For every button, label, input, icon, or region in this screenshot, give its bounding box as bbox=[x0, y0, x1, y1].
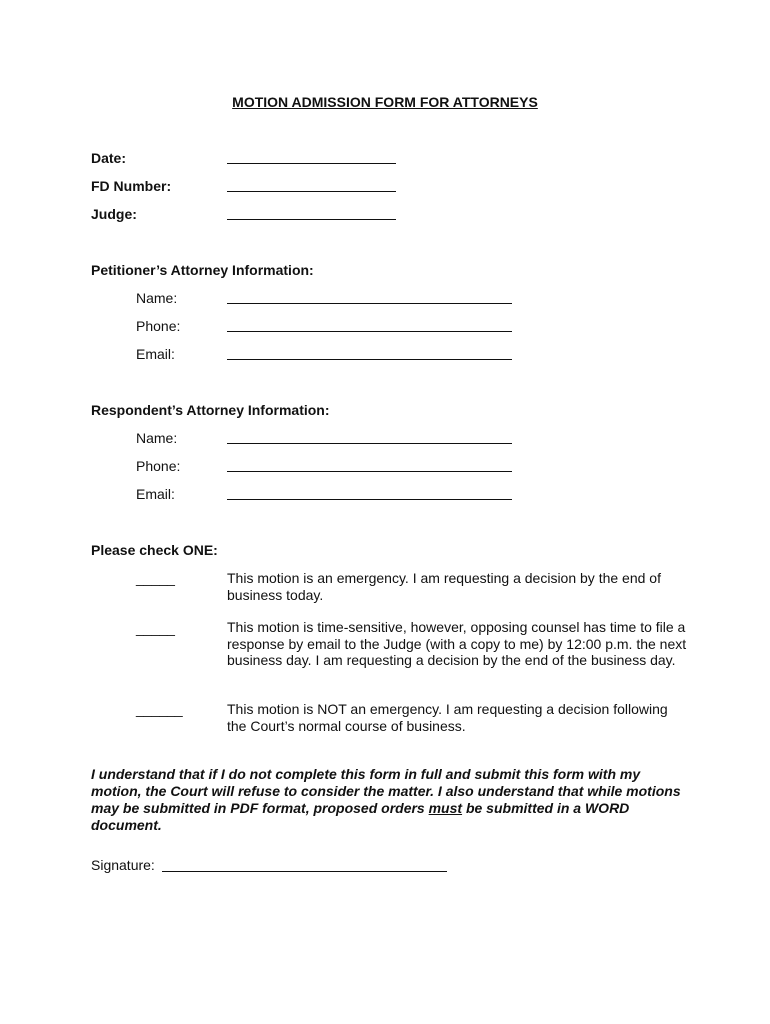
respondent-email-label: Email: bbox=[136, 486, 175, 502]
notice-part1: I understand that if I do not complete this form in full and submit this form with my motion, the Court will refuse to consider the matter. I also understand that while motions may be submitted in PDF format, proposed orders bbox=[91, 766, 681, 816]
option-time-sensitive-checkbox[interactable]: _____ bbox=[136, 620, 175, 636]
option-emergency-text: This motion is an emergency. I am requesting a decision by the end of business today. bbox=[227, 570, 661, 603]
petitioner-name-label: Name: bbox=[136, 290, 178, 306]
petitioner-phone-field[interactable] bbox=[227, 331, 512, 332]
petitioner-name-field[interactable] bbox=[227, 303, 512, 304]
check-one-heading: Please check ONE: bbox=[91, 542, 218, 558]
petitioner-email-field[interactable] bbox=[227, 359, 512, 360]
fd-number-field[interactable] bbox=[227, 191, 396, 192]
signature-field[interactable] bbox=[162, 871, 447, 872]
form-title: MOTION ADMISSION FORM FOR ATTORNEYS bbox=[232, 94, 538, 110]
option-emergency-checkbox[interactable]: _____ bbox=[136, 570, 175, 586]
date-field[interactable] bbox=[227, 163, 396, 164]
respondent-heading: Respondent’s Attorney Information: bbox=[91, 402, 330, 418]
petitioner-phone-label: Phone: bbox=[136, 318, 181, 334]
judge-field[interactable] bbox=[227, 219, 396, 220]
notice-paragraph bbox=[91, 766, 691, 834]
respondent-phone-field[interactable] bbox=[227, 471, 512, 472]
notice-part2: be submitted in a WORD document. bbox=[91, 800, 630, 833]
respondent-name-label: Name: bbox=[136, 430, 178, 446]
option-time-sensitive-text: This motion is time-sensitive, however, opposing counsel has time to file a response by email to the Judge (with a copy to me) by 12:00 p.m. the next business day. I am requesting a decision by the end of the business day. bbox=[227, 619, 687, 668]
respondent-email-field[interactable] bbox=[227, 499, 512, 500]
respondent-name-field[interactable] bbox=[227, 443, 512, 444]
judge-label: Judge: bbox=[91, 206, 137, 222]
fd-number-label: FD Number: bbox=[91, 178, 172, 194]
date-label: Date: bbox=[91, 150, 127, 166]
signature-label: Signature: bbox=[91, 857, 155, 873]
petitioner-email-label: Email: bbox=[136, 346, 175, 362]
petitioner-heading: Petitioner’s Attorney Information: bbox=[91, 262, 314, 278]
notice-emphasis: must bbox=[428, 800, 463, 816]
option-not-emergency-checkbox[interactable]: ______ bbox=[136, 701, 183, 717]
respondent-phone-label: Phone: bbox=[136, 458, 181, 474]
option-not-emergency-text: This motion is NOT an emergency. I am requesting a decision following the Court’s normal course of business. bbox=[227, 701, 668, 734]
